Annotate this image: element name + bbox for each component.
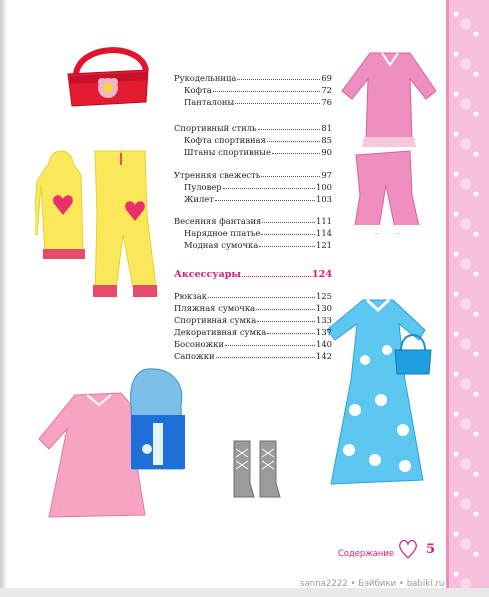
toc-entry-page: 103 [316, 194, 332, 204]
toc-entry-dekorativnaya-sumka[interactable] [174, 326, 332, 337]
toc-entry-naryadnoe-plate[interactable] [174, 227, 332, 238]
toc-entry-label: Босоножки [174, 339, 225, 349]
toc-entry-sapozhki[interactable] [174, 350, 332, 361]
toc-entry-label: Спортивная сумка [174, 315, 257, 325]
toc-entry-page: 81 [321, 123, 332, 133]
toc-entry-page: 133 [316, 315, 332, 325]
toc-entry-label: Пляжная сумочка [174, 303, 256, 313]
toc-entry-shtany-sportivnye[interactable] [174, 146, 332, 157]
toc-entry-label: Рукодельница [174, 73, 237, 83]
toc-entry-page: 137 [316, 327, 332, 337]
toc-entry-vesennyaya-fantaziya[interactable] [174, 215, 332, 226]
toc-entry-page: 142 [316, 351, 332, 361]
gray-boots-illustration [228, 435, 288, 503]
toc-entry-label: Пуловер [184, 182, 222, 192]
toc-entry-label: Панталоны [184, 97, 235, 107]
toc-entry-page: 111 [316, 216, 332, 226]
toc-entry-page: 121 [316, 240, 332, 250]
toc-entry-page: 90 [321, 147, 332, 157]
bottom-bar [0, 588, 489, 597]
toc-entry-page: 100 [316, 182, 332, 192]
decorative-stripe [446, 0, 489, 597]
heart-icon [398, 538, 418, 560]
page-number: 5 [426, 542, 436, 557]
toc-entry-pantalony[interactable] [174, 96, 332, 107]
toc-entry-label: Утренняя свежесть [174, 170, 261, 180]
toc-entry-label: Весенняя фантазия [174, 216, 262, 226]
toc-entry-page: 85 [321, 135, 332, 145]
toc-entry-page: 97 [321, 170, 332, 180]
toc-entry-label: Декоративная сумка [174, 327, 267, 337]
toc-entry-label: Штаны спортивные [184, 147, 271, 157]
toc-entry-sportivnyi-stil[interactable] [174, 122, 332, 133]
yellow-tracksuit-illustration [35, 145, 165, 315]
toc-entry-page: 69 [321, 73, 332, 83]
watermark: sanna2222 • Бэйбики • babiki.ru [300, 579, 445, 589]
toc-entry-zhilet[interactable] [174, 193, 332, 204]
toc-entry-rukodelnitsa[interactable] [174, 72, 332, 83]
toc-entry-label: Аксессуары [174, 269, 242, 280]
toc-entry-kofta[interactable] [174, 84, 332, 95]
toc-entry-sportivnaya-sumka[interactable] [174, 314, 332, 325]
blue-floral-dress-illustration [315, 290, 440, 490]
toc-entry-bosonozhki[interactable] [174, 338, 332, 349]
toc-entry-label: Сапожки [174, 351, 215, 361]
toc-entry-modnaya-sumochka[interactable] [174, 239, 332, 250]
toc-entry-label: Кофта спортивная [184, 135, 266, 145]
pink-coat-and-vest-illustration [35, 365, 195, 525]
pink-pajamas-illustration [340, 45, 440, 240]
toc-entry-page: 130 [316, 303, 332, 313]
toc-entry-utrennyaya-svezhest[interactable] [174, 169, 332, 180]
toc-entry-label: Модная сумочка [184, 240, 259, 250]
toc-entry-page: 125 [316, 291, 332, 301]
page-shadow [0, 0, 6, 597]
toc-entry-kofta-sportivnaya[interactable] [174, 134, 332, 145]
toc-entry-page: 114 [316, 228, 332, 238]
toc-entry-ryukzak[interactable] [174, 290, 332, 301]
toc-entry-label: Спортивный стиль [174, 123, 257, 133]
toc-entry-page: 76 [321, 97, 332, 107]
toc-entry-page: 72 [321, 85, 332, 95]
toc-entry-aksessuary[interactable] [174, 267, 332, 280]
toc-entry-label: Рюкзак [174, 291, 207, 301]
toc-entry-label: Жилет [184, 194, 214, 204]
toc-entry-label: Кофта [184, 85, 212, 95]
toc-entry-page: 140 [316, 339, 332, 349]
toc-entry-page: 124 [311, 269, 332, 280]
toc-entry-label: Нарядное платье [184, 228, 261, 238]
red-handbag-illustration [62, 40, 158, 110]
footer-section-label: Содержание [338, 548, 394, 558]
toc-entry-pulover[interactable] [174, 181, 332, 192]
toc-entry-plyazhnaya-sumochka[interactable] [174, 302, 332, 313]
